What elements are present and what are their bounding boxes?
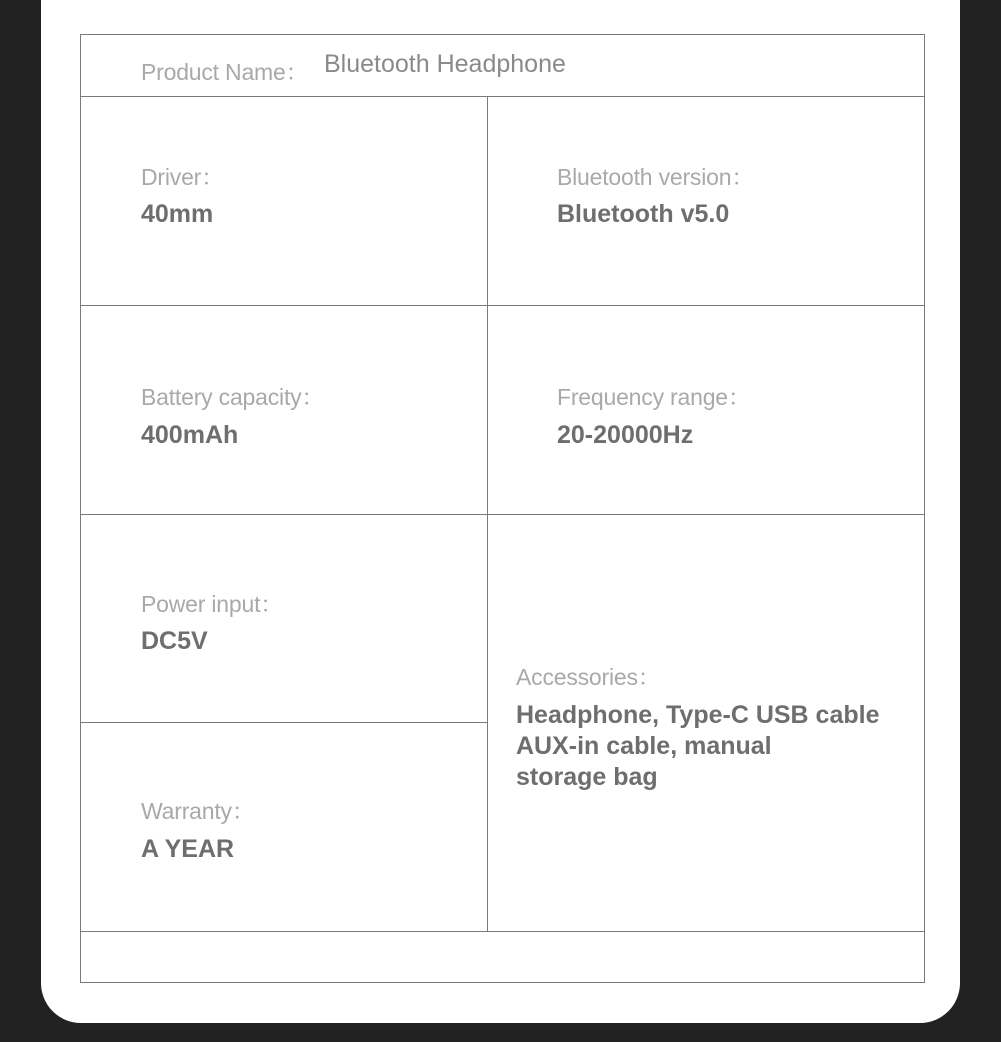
accessories-value (516, 700, 880, 793)
table-divider-row-2 (80, 305, 925, 306)
spec-card (41, 0, 960, 1023)
table-divider-row-1 (80, 96, 925, 97)
driver-label: Driver： (141, 164, 224, 190)
accessories-line: AUX-in cable, manual (516, 732, 772, 760)
driver-value: 40mm (141, 200, 214, 228)
power-input-label: Power input： (141, 591, 284, 617)
table-border-bottom (80, 982, 925, 983)
table-border-top (80, 34, 925, 35)
bluetooth-version-label: Bluetooth version： (557, 164, 755, 190)
table-border-right (924, 34, 925, 983)
product-name-value: Bluetooth Headphone (324, 50, 566, 78)
table-divider-row-4 (80, 722, 488, 723)
power-input-value: DC5V (141, 627, 208, 655)
table-divider-row-3 (80, 514, 925, 515)
battery-capacity-value: 400mAh (141, 421, 239, 449)
accessories-line: Headphone, Type-C USB cable (516, 701, 880, 729)
accessories-label: Accessories： (516, 664, 661, 690)
table-border-left (80, 34, 81, 983)
bluetooth-version-value: Bluetooth v5.0 (557, 200, 730, 228)
product-name-label: Product Name： (141, 59, 309, 85)
table-divider-row-5 (80, 931, 925, 932)
frequency-range-label: Frequency range： (557, 384, 751, 410)
frequency-range-value: 20-20000Hz (557, 421, 694, 449)
accessories-line: storage bag (516, 763, 658, 791)
warranty-value: A YEAR (141, 835, 235, 863)
battery-capacity-label: Battery capacity： (141, 384, 325, 410)
table-divider-column (487, 96, 488, 932)
warranty-label: Warranty： (141, 798, 255, 824)
